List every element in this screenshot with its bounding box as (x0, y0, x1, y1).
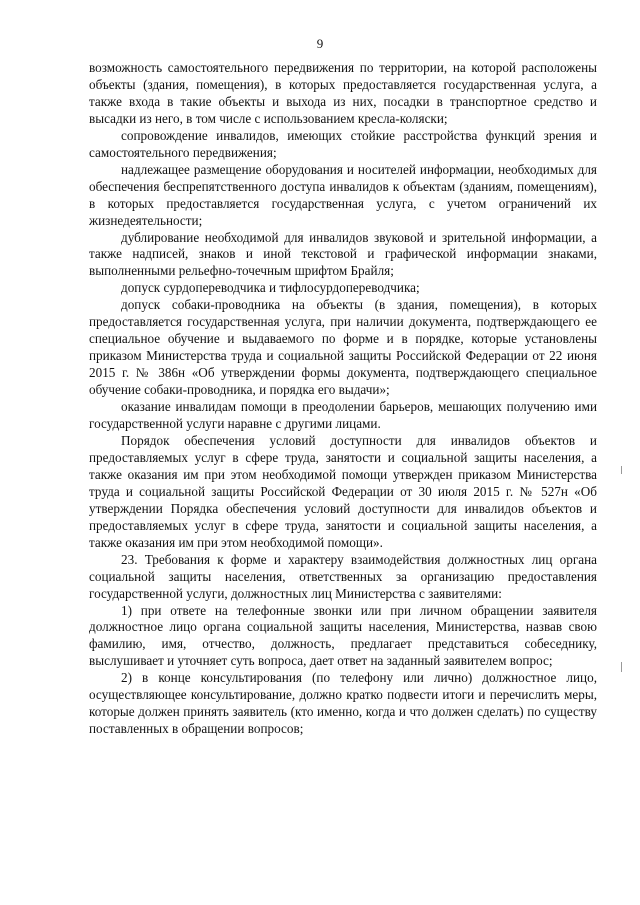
paragraph-barrier-assistance: оказание инвалидам помощи в преодолении барьеров, мешающих получению ими государственной услуги наравне с другими лицами. (89, 399, 597, 432)
paragraph-mobility: возможность самостоятельного передвижения по территории, на которой расположены объекты (здания, помещения), в которых предоставляется государственная услуга, а также входа в такие объекты и выхода из них, посадки в транспортное средство и высадки из него, в том числе с использованием кресла-коляски; (89, 60, 597, 126)
scan-artifact-top (621, 466, 622, 474)
paragraph-item-2: 2) в конце консультирования (по телефону или лично) должностное лицо, осуществляющее консультирование, должно кратко подвести итоги и перечислить меры, которые должен принять заявитель (кто именно, когда и что должен сделать) по существу поставленных в обращении вопросов; (89, 670, 597, 737)
paragraph-escort: сопровождение инвалидов, имеющих стойкие расстройства функций зрения и самостоятельного передвижения; (89, 127, 597, 160)
paragraph-section-23: 23. Требования к форме и характеру взаимодействия должностных лиц органа социальной защиты населения, ответственных за организацию предоставления государственной услуги, должностных лиц Министерства с заявителями: (89, 551, 597, 601)
scan-artifact-bottom (621, 662, 622, 672)
paragraph-accessibility-order: Порядок обеспечения условий доступности для инвалидов объектов и предоставляемых услуг в сфере труда, занятости и социальной защиты населения, а также оказания им при этом необходимой помощи утвержден приказом Министерства труда и социальной защиты Российской Федерации от 30 июля 2015 г. № 527н «Об утверждении Порядка обеспечения условий доступности для инвалидов объектов и предоставляемых услуг в сфере труда, занятости и социальной защиты населения, а также оказания им при этом необходимой помощи». (89, 432, 597, 550)
paragraph-equipment-placement: надлежащее размещение оборудования и носителей информации, необходимых для обеспечения беспрепятственного доступа инвалидов к объектам (зданиям, помещениям), в которых предоставляется государственная услуга, с учетом ограничений их жизнедеятельности; (89, 161, 597, 228)
paragraph-sign-interpreter: допуск сурдопереводчика и тифлосурдопереводчика; (121, 280, 420, 296)
paragraph-guide-dog: допуск собаки-проводника на объекты (в здания, помещения), в которых предоставляется государственная услуга, при наличии документа, подтверждающего ее специальное обучение и выдаваемого по форме и в порядке, которые установлены приказом Министерства труда и социальной защиты Российской Федерации от 22 июня 2015 г. № 386н «Об утверждении формы документа, подтверждающего специальное обучение собаки-проводника, и порядка его выдачи»; (89, 297, 597, 398)
page-number: 9 (316, 36, 324, 51)
paragraph-information-duplication: дублирование необходимой для инвалидов звуковой и зрительной информации, а также надписей, знаков и иной текстовой и графической информации знаками, выполненными рельефно-точечным шрифтом Брайля; (89, 229, 597, 279)
document-body (89, 60, 597, 738)
paragraph-item-1: 1) при ответе на телефонные звонки или при личном обращении заявителя должностное лицо органа социальной защиты населения, Министерства, назвав свою фамилию, имя, отчество, должность, предлагает представиться собеседнику, выслушивает и уточняет суть вопроса, дает ответ на заданный заявителем вопрос; (89, 602, 597, 669)
